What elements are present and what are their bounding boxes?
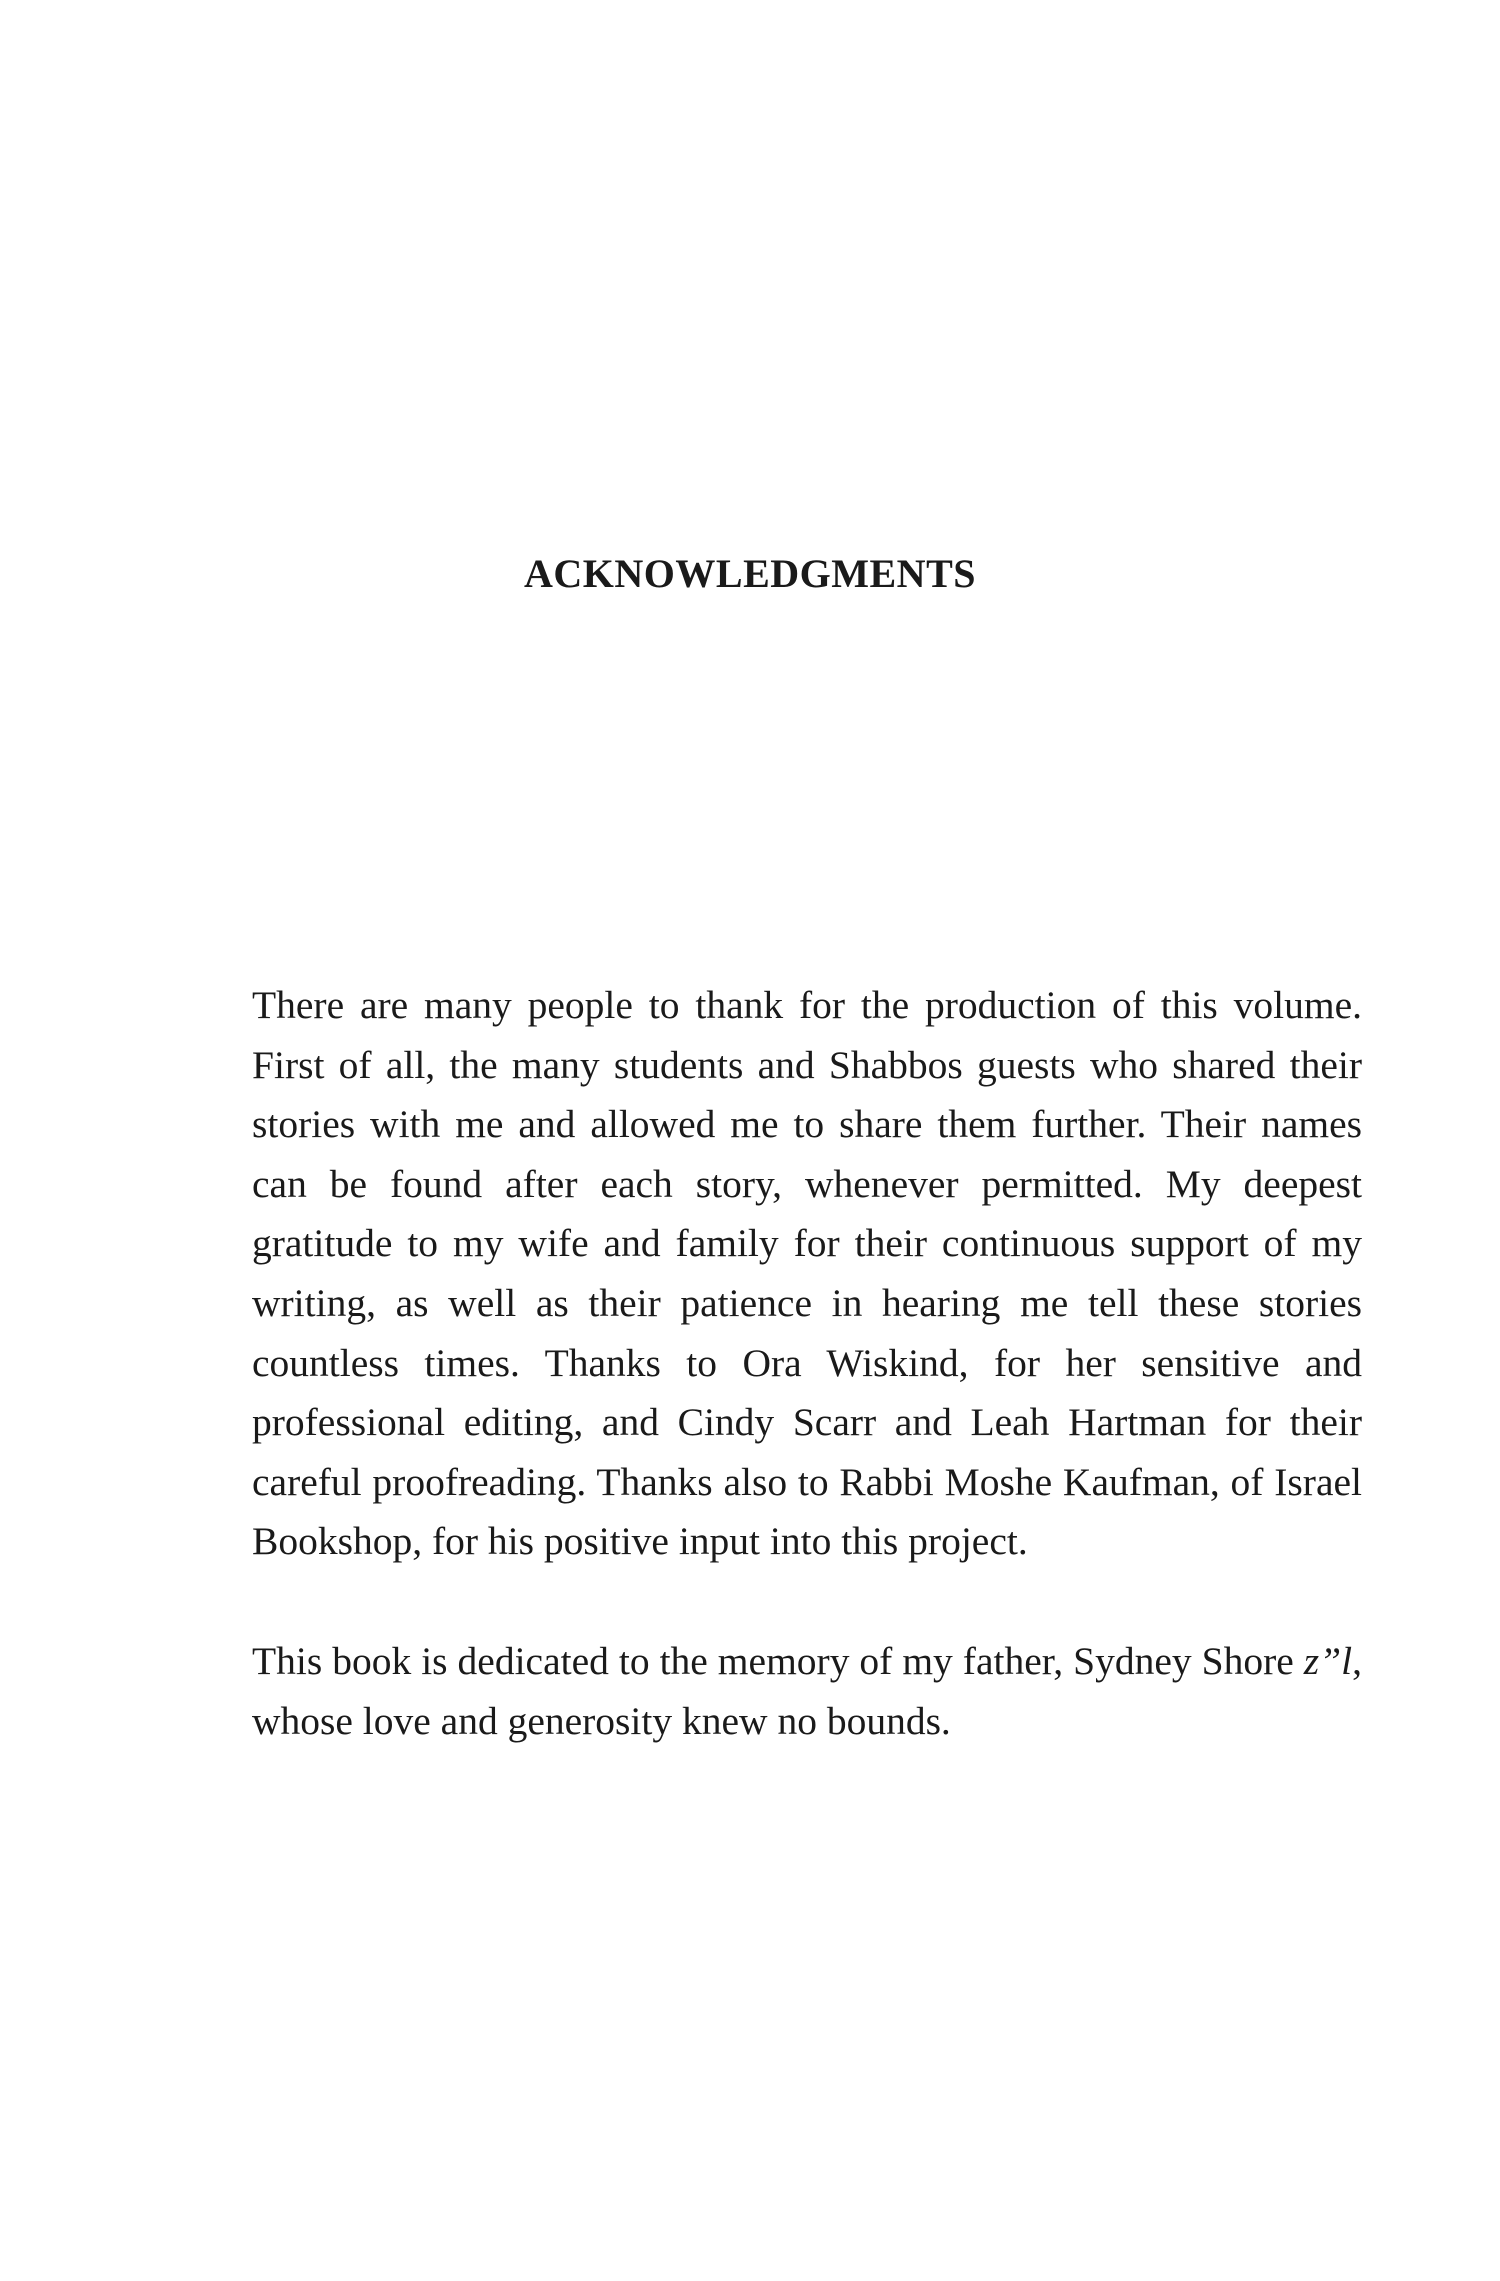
body-text — [252, 976, 1362, 1751]
acknowledgment-paragraph: There are many people to thank for the production of this volume. First of all, the many students and Shabbos guests who shared their stories with me and allowed me to share them further. Their names can be found after each story, whenever permitted. My deepest gratitude to my wife and family for their continuous support of my writing, as well as their patience in hearing me tell these stories countless times. Thanks to Ora Wiskind, for her sensitive and professional editing, and Cindy Scarr and Leah Hartman for their careful proofreading. Thanks also to Rabbi Moshe Kaufman, of Israel Bookshop, for his positive input into this project. — [252, 983, 1362, 1564]
dedication-honorific: z”l — [1303, 1638, 1353, 1683]
dedication-paragraph — [252, 1632, 1362, 1751]
dedication-text-end: , whose love and generosity knew no bounds. — [252, 1638, 1362, 1743]
dedication-text-start: This book is dedicated to the memory of my father, Sydney Shore — [252, 1638, 1304, 1683]
page-title: ACKNOWLEDGMENTS — [524, 551, 976, 596]
